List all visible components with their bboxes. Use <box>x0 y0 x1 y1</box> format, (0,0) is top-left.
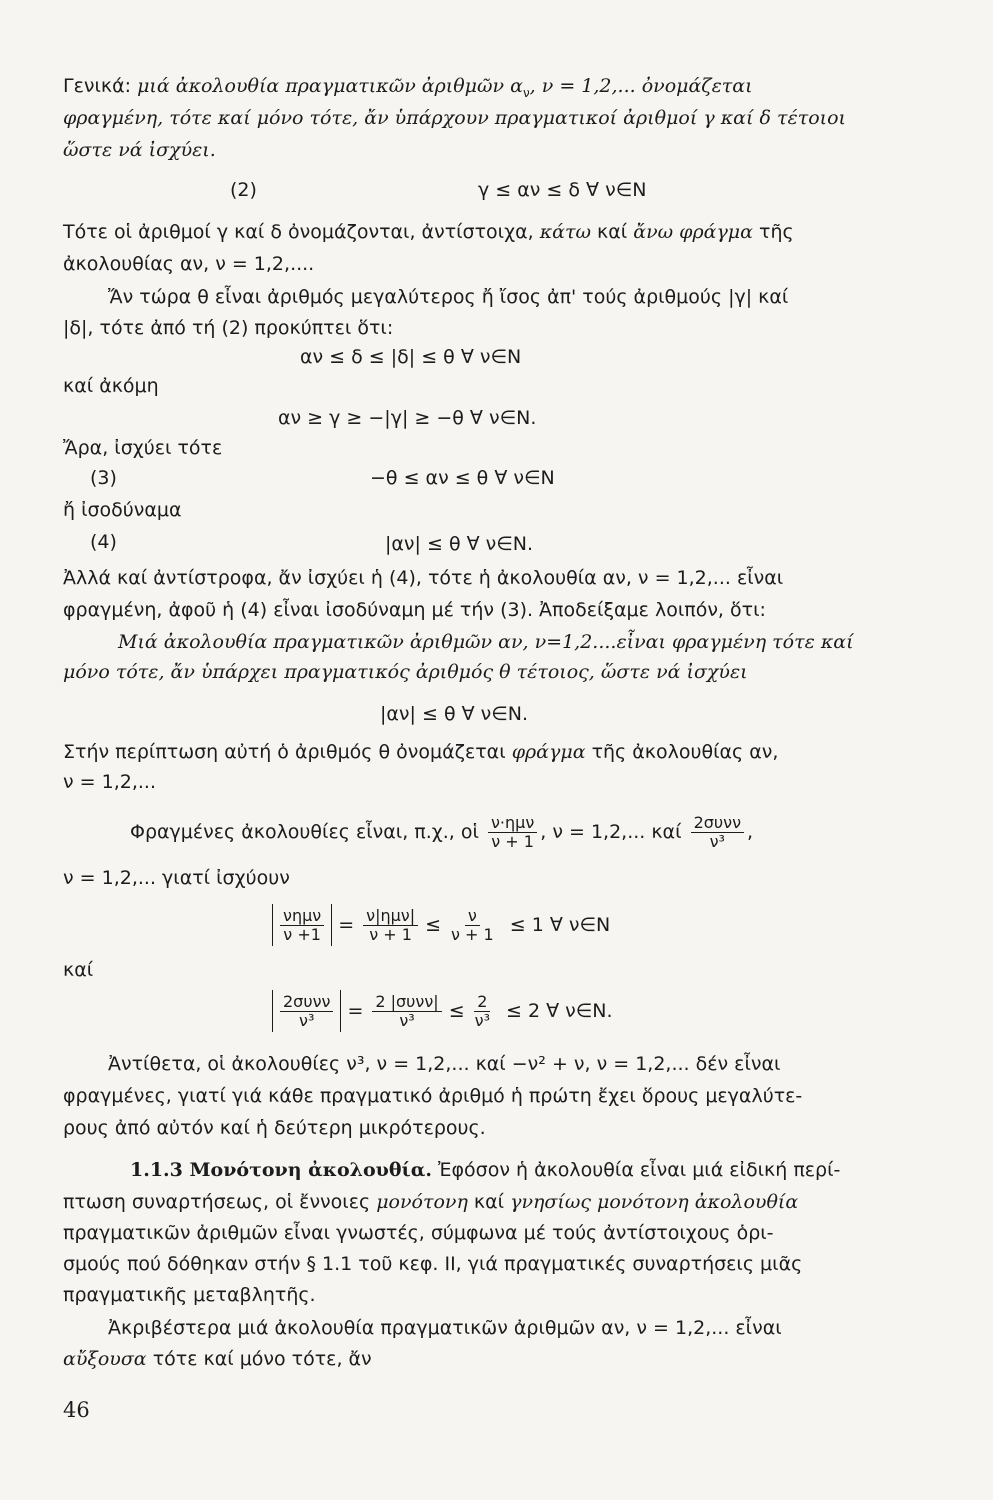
leq-sign: ≤ <box>448 1000 465 1022</box>
text-line-3: ὥστε νά ἰσχύει. <box>63 139 216 161</box>
equation-3: −θ ≤ αν ≤ θ ∀ ν∈N <box>370 467 555 489</box>
fraction-denominator: ν + 1 <box>451 924 494 944</box>
equation-a: αν ≤ δ ≤ |δ| ≤ θ ∀ ν∈N <box>300 346 522 368</box>
text-line-4 <box>63 220 948 244</box>
fraction <box>448 907 497 944</box>
fraction-2 <box>691 814 744 851</box>
fraction-denominator: ν³ <box>709 832 725 851</box>
fraction-denominator: ν³ <box>474 1010 490 1030</box>
text-line-27: πραγματικῆς μεταβλητῆς. <box>63 1284 316 1306</box>
fraction-numerator: 2συνν <box>691 814 744 833</box>
term-bound: φράγμα <box>511 741 586 763</box>
text-line-24 <box>63 1190 948 1214</box>
equation-label-2: (2) <box>230 179 257 201</box>
abs-bars <box>272 904 332 946</box>
equals-sign: = <box>338 914 355 936</box>
text-span: τότε καί μόνο τότε, ἄν <box>152 1348 372 1370</box>
section-heading: 1.1.3 Μονότονη ἀκολουθία. <box>130 1159 432 1181</box>
text-line-1: Γενικά: μιά ἀκολουθία πραγματικῶν ἀριθμῶν $\alpha_\nu$, ν = 1,2,... ὀνομάζεται <box>63 75 753 100</box>
text-span: τῆς <box>759 221 794 243</box>
fraction-numerator: ν|ημν| <box>363 907 418 926</box>
equation-tail: ≤ 2 ∀ ν∈N. <box>505 1000 613 1022</box>
text-line-22: ρους ἀπό αὐτόν καί ἡ δεύτερη μικρότερους. <box>63 1117 486 1139</box>
fraction <box>372 993 441 1030</box>
fraction-numerator: ν <box>465 907 480 926</box>
definition-text-cont: , ν = 1,2,... ὀνομάζεται <box>529 75 753 97</box>
text-line-29 <box>63 1347 948 1371</box>
text-line-14: μόνο τότε, ἄν ὑπάρχει πραγματικός ἀριθμός θ τέτοιος, ὥστε νά ἰσχύει <box>63 661 748 683</box>
equation-4: |αν| ≤ θ ∀ ν∈N. <box>385 533 534 555</box>
equals-sign: = <box>347 1000 364 1022</box>
fraction-numerator: νημν <box>280 907 324 926</box>
leq-sign: ≤ <box>425 914 442 936</box>
fraction-numerator: 2συνν <box>280 993 333 1012</box>
fraction-denominator: ν³ <box>299 1010 315 1030</box>
equation-d <box>272 902 610 948</box>
text-line-25: πραγματικῶν ἀριθμῶν εἶναι γνωστές, σύμφωνα μέ τούς ἀντίστοιχους ὁρι- <box>63 1222 774 1244</box>
text-line-18: ν = 1,2,... γιατί ἰσχύουν <box>63 867 290 889</box>
text-line-26: σμούς πού δόθηκαν στήν § 1.1 τοῦ κεφ. ΙΙ, γιά πραγματικές συναρτήσεις μιᾶς <box>63 1253 803 1275</box>
lead-word: Γενικά: <box>63 75 132 97</box>
text-line-19: καί <box>63 959 94 981</box>
equation-label-3: (3) <box>90 467 117 489</box>
text-span: καί <box>473 1191 505 1213</box>
fraction <box>363 907 418 944</box>
definition-text: μιά ἀκολουθία πραγματικῶν ἀριθμῶν α <box>137 75 523 97</box>
term-lower: κάτω <box>539 221 591 243</box>
fraction-denominator: ν +1 <box>283 924 321 944</box>
text-line-21: φραγμένες, γιατί γιά κάθε πραγματικό ἀριθμό ἡ πρώτη ἔχει ὅρους μεγαλύτε- <box>63 1085 803 1107</box>
text-span: Στήν περίπτωση αὐτή ὁ ἀριθμός θ ὀνομάζεται <box>63 741 506 763</box>
text-span: Τότε οἱ ἀριθμοί γ καί δ ὀνομάζονται, ἀντίστοιχα, <box>63 221 534 243</box>
text-line-2: φραγμένη, τότε καί μόνο τότε, ἄν ὑπάρχουν πραγματικοί ἀριθμοί γ καί δ τέτοιοι <box>63 107 846 129</box>
text-line-7: |δ|, τότε ἀπό τή (2) προκύπτει ὅτι: <box>63 317 394 339</box>
fraction-numerator: 2 <box>474 993 490 1012</box>
text-span: καί <box>597 221 628 243</box>
equation-e <box>272 988 613 1034</box>
text-span: , ν = 1,2,... καί <box>540 821 682 843</box>
text-line-6: Ἄν τώρα θ εἶναι ἀριθμός μεγαλύτερος ἤ ἴσος ἀπ' τούς ἀριθμούς |γ| καί <box>108 286 789 308</box>
abs-bars <box>272 990 341 1032</box>
text-line-15 <box>63 740 948 764</box>
term-strictly-monotone: γνησίως μονότονη ἀκολουθία <box>510 1191 799 1213</box>
fraction <box>280 993 333 1030</box>
text-line-9: Ἄρα, ἰσχύει τότε <box>63 437 223 459</box>
text-span: Ἐφόσον ἡ ἀκολουθία εἶναι μιά εἰδική περί- <box>438 1159 841 1181</box>
text-line-10: ἤ ἰσοδύναμα <box>63 499 182 521</box>
text-span: Φραγμένες ἀκολουθίες εἶναι, π.χ., οἱ <box>130 821 479 843</box>
term-increasing: αὔξουσα <box>63 1348 147 1370</box>
equation-c: |αν| ≤ θ ∀ ν∈N. <box>380 703 529 725</box>
fraction-numerator: ν·ημν <box>488 814 537 833</box>
text-line-11: Ἀλλά καί ἀντίστροφα, ἄν ἰσχύει ἡ (4), τότε ἡ ἀκολουθία αν, ν = 1,2,... εἶναι <box>63 567 784 589</box>
page-number: 46 <box>63 1398 90 1422</box>
equation-tail: ≤ 1 ∀ ν∈N <box>509 914 611 936</box>
text-line-28: Ἀκριβέστερα μιά ἀκολουθία πραγματικῶν ἀριθμῶν αν, ν = 1,2,... εἶναι <box>108 1317 782 1339</box>
text-line-8: καί ἀκόμη <box>63 375 159 397</box>
text-span: τῆς ἀκολουθίας αν, <box>591 741 779 763</box>
text-line-20: Ἀντίθετα, οἱ ἀκολουθίες ν³, ν = 1,2,... καί −ν² + ν, ν = 1,2,... δέν εἶναι <box>108 1053 781 1075</box>
fraction-1 <box>488 814 537 851</box>
fraction-numerator: 2 |συνν| <box>372 993 441 1012</box>
fraction-denominator: ν + 1 <box>369 924 412 944</box>
text-line-23 <box>130 1158 950 1182</box>
text-line-12: φραγμένη, ἀφοῦ ἡ (4) εἶναι ἰσοδύναμη μέ τήν (3). Ἀποδείξαμε λοιπόν, ὅτι: <box>63 599 766 621</box>
fraction <box>472 993 493 1030</box>
term-monotone: μονότονη <box>376 1191 468 1213</box>
text-line-5: ἀκολουθίας αν, ν = 1,2,.... <box>63 253 315 275</box>
fraction <box>280 907 324 944</box>
term-upper-bound: ἄνω φράγμα <box>633 221 753 243</box>
equation-b: αν ≥ γ ≥ −|γ| ≥ −θ ∀ ν∈N. <box>278 407 537 429</box>
text-line-13: Μιά ἀκολουθία πραγματικῶν ἀριθμῶν αν, ν=1,2....εἶναι φραγμένη τότε καί <box>118 631 854 653</box>
text-span: πτωση συναρτήσεως, οἱ ἔννοιες <box>63 1191 371 1213</box>
text-line-16: ν = 1,2,... <box>63 771 156 793</box>
equation-2: γ ≤ αν ≤ δ ∀ ν∈N <box>478 179 647 201</box>
text-line-17: Φραγμένες ἀκολουθίες εἶναι, π.χ., οἱ $\frac{\text{ν·ημν}}{\nu + 1}$ , ν = 1,2,... καί $\frac{\text{2συνν}}{\text{ν³}}$ , <box>130 813 754 851</box>
fraction-denominator: ν + 1 <box>491 832 534 851</box>
equation-label-4: (4) <box>90 531 117 553</box>
fraction-denominator: ν³ <box>399 1010 415 1030</box>
